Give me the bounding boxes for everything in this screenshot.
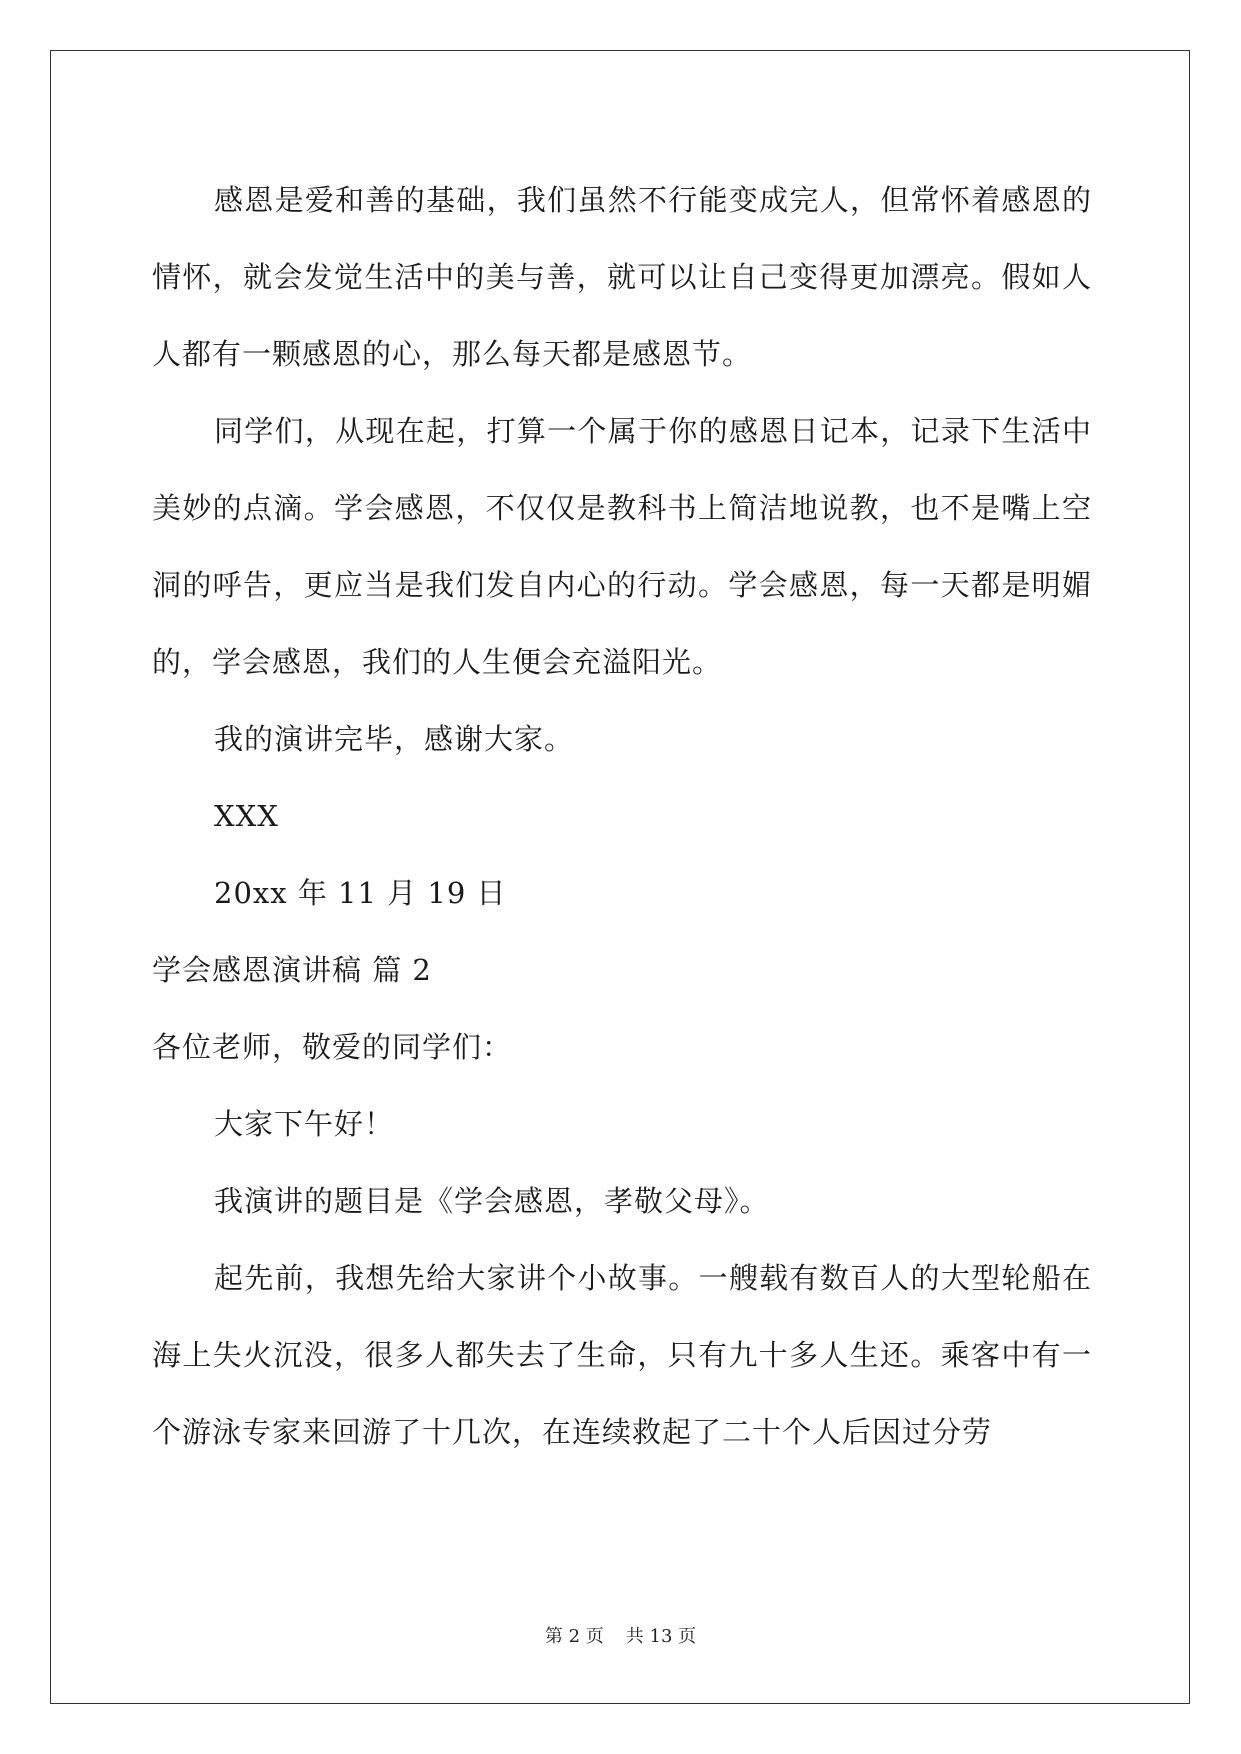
page-footer	[0, 1622, 1241, 1648]
signature-date: 20xx 年 11 月 19 日	[214, 876, 507, 910]
salutation: 各位老师，敬爱的同学们：	[152, 1030, 513, 1064]
document-body	[152, 162, 1092, 1471]
paragraph-story: 起先前，我想先给大家讲个小故事。一艘载有数百人的大型轮船在海上失火沉没，很多人都失去了生命，只有九十多人生还。乘客中有一个游泳专家来回游了十几次，在连续救起了二十个人后因过分劳	[152, 1261, 1092, 1449]
speech-topic: 我演讲的题目是《学会感恩，孝敬父母》。	[214, 1184, 770, 1218]
page-total: 共 13 页	[625, 1626, 697, 1647]
page-number: 第 2 页	[544, 1626, 604, 1647]
greeting: 大家下午好！	[214, 1107, 395, 1141]
section-heading: 学会感恩演讲稿 篇 2	[152, 953, 432, 987]
paragraph-gratitude-foundation: 感恩是爱和善的基础，我们虽然不行能变成完人，但常怀着感恩的情怀，就会发觉生活中的美与善，就可以让自己变得更加漂亮。假如人人都有一颗感恩的心，那么每天都是感恩节。	[152, 183, 1092, 371]
signature-name: XXX	[214, 799, 279, 833]
paragraph-closing: 我的演讲完毕，感谢大家。	[214, 722, 575, 756]
paragraph-gratitude-diary: 同学们，从现在起，打算一个属于你的感恩日记本，记录下生活中美妙的点滴。学会感恩，不仅仅是教科书上简洁地说教，也不是嘴上空洞的呼告，更应当是我们发自内心的行动。学会感恩，每一天都是明媚的，学会感恩，我们的人生便会充溢阳光。	[152, 414, 1092, 679]
